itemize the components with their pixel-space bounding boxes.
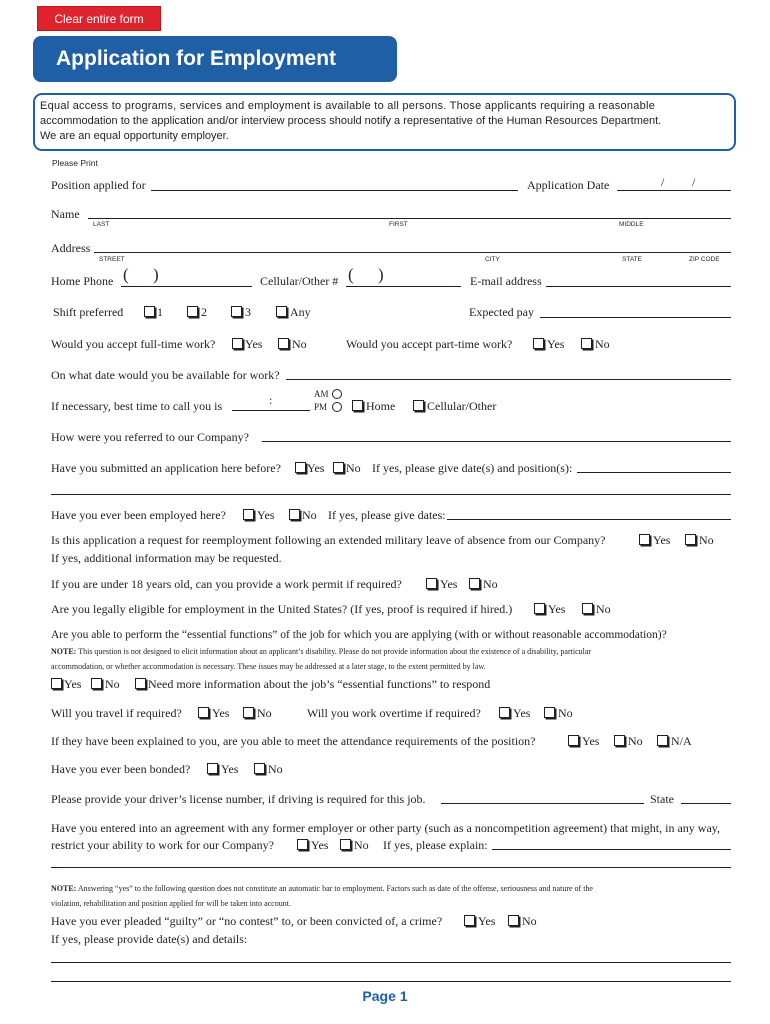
available-field[interactable] <box>286 379 731 380</box>
home-label: Home <box>366 399 396 413</box>
page-title: Application for Employment <box>56 47 337 70</box>
name-label: Name <box>51 207 80 221</box>
address-zip-caption: ZIP CODE <box>689 256 720 263</box>
address-field[interactable] <box>94 252 731 253</box>
bonded-no-checkbox[interactable] <box>254 763 265 774</box>
shift-1-checkbox[interactable] <box>144 306 155 317</box>
agreement-yes-label: Yes <box>311 838 329 852</box>
crime-field-1[interactable] <box>51 962 731 963</box>
best-time-question: If necessary, best time to call you is <box>51 399 223 413</box>
name-middle-caption: MIDDLE <box>619 221 644 228</box>
essential-more-checkbox[interactable] <box>135 678 146 689</box>
essential-no-label: No <box>105 677 120 691</box>
best-time-field[interactable] <box>232 410 310 411</box>
submitted-field-2[interactable] <box>51 494 731 495</box>
cell-phone-paren-open: ( <box>348 265 354 284</box>
shift-1-label: 1 <box>157 305 163 319</box>
email-label: E-mail address <box>470 274 542 288</box>
equal-access-line-1: Equal access to programs, services and employment is available to all persons. Those applicants requiring a reasonable <box>40 100 656 112</box>
available-question: On what date would you be available for work? <box>51 368 280 382</box>
page-number: Page 1 <box>362 988 408 1004</box>
travel-no-checkbox[interactable] <box>243 707 254 718</box>
employed-no-checkbox[interactable] <box>289 509 300 520</box>
employed-question: Have you ever been employed here? <box>51 508 226 522</box>
cellular-other-label: Cellular/Other <box>427 399 497 413</box>
equal-access-notice <box>33 93 736 151</box>
cellular-label: Cellular/Other # <box>260 274 339 288</box>
employed-no-label: No <box>302 508 317 522</box>
essential-more-label: Need more information about the job’s “essential functions” to respond <box>148 677 491 691</box>
best-time-colon: : <box>269 393 273 407</box>
am-label: AM <box>314 389 329 399</box>
home-phone-paren-close: ) <box>153 265 159 284</box>
agreement-question-line-2: restrict your ability to work for our Company? <box>51 838 274 852</box>
eligible-no-checkbox[interactable] <box>582 603 593 614</box>
crime-note-label: NOTE: <box>51 884 77 893</box>
travel-yes-checkbox[interactable] <box>198 707 209 718</box>
date-slash-1: / <box>661 175 665 189</box>
fulltime-yes-checkbox[interactable] <box>232 338 243 349</box>
eligible-question: Are you legally eligible for employment in the United States? (If yes, proof is required if hired.) <box>51 602 513 616</box>
email-field[interactable] <box>546 286 731 287</box>
shift-3-checkbox[interactable] <box>231 306 242 317</box>
attendance-question: If they have been explained to you, are you able to meet the attendance requirements of the position? <box>51 734 536 748</box>
under18-question: If you are under 18 years old, can you provide a work permit if required? <box>51 577 402 591</box>
eligible-yes-label: Yes <box>548 602 566 616</box>
crime-question: Have you ever pleaded “guilty” or “no contest” to, or been convicted of, a crime? <box>51 914 443 928</box>
agreement-followup: If yes, please explain: <box>383 838 488 852</box>
address-city-caption: CITY <box>485 256 500 263</box>
bonded-yes-checkbox[interactable] <box>207 763 218 774</box>
license-state-label: State <box>650 792 674 806</box>
submitted-no-label: No <box>346 461 361 475</box>
essential-note-label: NOTE: <box>51 647 77 656</box>
overtime-yes-label: Yes <box>513 706 531 720</box>
address-label: Address <box>51 241 91 255</box>
parttime-no-checkbox[interactable] <box>581 338 592 349</box>
under18-yes-label: Yes <box>440 577 458 591</box>
essential-question: Are you able to perform the “essential functions” of the job for which you are applying (with or without reasonable accommodation)? <box>51 629 667 641</box>
essential-note-line-2: accommodation, or whether accommodation is necessary. These issues may be addressed at a later stage, to the extent permitted by law. <box>51 662 486 671</box>
shift-2-label: 2 <box>201 305 207 319</box>
submitted-followup: If yes, please give date(s) and position(s): <box>372 461 573 475</box>
clear-form-label: Clear entire form <box>54 12 144 26</box>
bonded-question: Have you ever been bonded? <box>51 762 191 776</box>
am-radio[interactable] <box>332 389 342 399</box>
overtime-no-label: No <box>558 706 573 720</box>
employed-field[interactable] <box>447 519 731 520</box>
military-no-checkbox[interactable] <box>685 534 696 545</box>
parttime-question: Would you accept part-time work? <box>346 337 513 351</box>
crime-yes-checkbox[interactable] <box>464 915 475 926</box>
equal-access-line-3: We are an equal opportunity employer. <box>40 130 229 142</box>
name-last-caption: LAST <box>93 221 110 228</box>
travel-yes-label: Yes <box>212 706 230 720</box>
fulltime-yes-label: Yes <box>245 337 263 351</box>
license-field[interactable] <box>441 803 644 804</box>
submitted-yes-checkbox[interactable] <box>295 462 306 473</box>
application-date-field[interactable] <box>617 190 731 191</box>
employed-yes-label: Yes <box>257 508 275 522</box>
attendance-yes-checkbox[interactable] <box>568 735 579 746</box>
attendance-na-label: N/A <box>671 734 692 748</box>
fulltime-question: Would you accept full-time work? <box>51 337 216 351</box>
submitted-no-checkbox[interactable] <box>333 462 344 473</box>
submitted-yes-label: Yes <box>307 461 325 475</box>
parttime-yes-label: Yes <box>547 337 565 351</box>
name-first-caption: FIRST <box>389 221 408 228</box>
shift-3-label: 3 <box>245 305 251 319</box>
parttime-no-label: No <box>595 337 610 351</box>
submitted-question: Have you submitted an application here before? <box>51 461 281 475</box>
travel-no-label: No <box>257 706 272 720</box>
crime-note-line-2: violation, rehabilitation and position applied for will be taken into account. <box>51 899 291 908</box>
date-slash-2: / <box>692 175 696 189</box>
position-label: Position applied for <box>51 178 146 192</box>
home-phone-label: Home Phone <box>51 274 114 288</box>
pm-label: PM <box>314 402 328 412</box>
fulltime-no-checkbox[interactable] <box>278 338 289 349</box>
bonded-no-label: No <box>268 762 283 776</box>
pm-radio[interactable] <box>332 402 342 412</box>
attendance-no-checkbox[interactable] <box>614 735 625 746</box>
address-state-caption: STATE <box>622 256 642 263</box>
essential-note-text-1: This question is not designed to elicit information about an applicant’s disability. Please do not provide information about the existence of a disability, particular <box>78 647 592 656</box>
parttime-yes-checkbox[interactable] <box>533 338 544 349</box>
military-followup: If yes, additional information may be requested. <box>51 551 282 565</box>
fulltime-no-label: No <box>292 337 307 351</box>
agreement-question-line-1: Have you entered into an agreement with any former employer or other party (such as a noncompetition agreement) that might, in any way, <box>51 821 720 835</box>
license-question: Please provide your driver’s license number, if driving is required for this job. <box>51 792 426 806</box>
military-question: Is this application a request for reemployment following an extended military leave of absence from our Company? <box>51 533 606 547</box>
attendance-no-label: No <box>628 734 643 748</box>
application-date-label: Application Date <box>527 178 610 192</box>
crime-field-2[interactable] <box>51 981 731 982</box>
please-print-label: Please Print <box>52 158 98 168</box>
military-yes-label: Yes <box>653 533 671 547</box>
agreement-field[interactable] <box>492 849 731 850</box>
name-field[interactable] <box>88 218 731 219</box>
cell-phone-paren-close: ) <box>378 265 384 284</box>
license-state-field[interactable] <box>681 803 731 804</box>
crime-note-line-1 <box>51 882 593 895</box>
home-checkbox[interactable] <box>352 400 363 411</box>
essential-yes-label: Yes <box>64 677 82 691</box>
attendance-na-checkbox[interactable] <box>657 735 668 746</box>
bonded-yes-label: Yes <box>221 762 239 776</box>
shift-any-checkbox[interactable] <box>276 306 287 317</box>
agreement-field-2[interactable] <box>51 867 731 868</box>
crime-no-label: No <box>522 914 537 928</box>
cellular-other-checkbox[interactable] <box>413 400 424 411</box>
under18-yes-checkbox[interactable] <box>426 578 437 589</box>
overtime-yes-checkbox[interactable] <box>499 707 510 718</box>
agreement-yes-checkbox[interactable] <box>297 839 308 850</box>
referred-field[interactable] <box>262 441 731 442</box>
eligible-yes-checkbox[interactable] <box>534 603 545 614</box>
submitted-field[interactable] <box>577 472 731 473</box>
employed-followup: If yes, please give dates: <box>328 508 446 522</box>
crime-note-text-1: Answering “yes” to the following question does not constitute an automatic bar to employment. Factors such as date of the offense, seriousness and nature of the <box>77 884 593 893</box>
essential-note-line-1 <box>51 645 591 658</box>
crime-yes-label: Yes <box>478 914 496 928</box>
crime-followup: If yes, please provide date(s) and details: <box>51 932 248 946</box>
shift-label: Shift preferred <box>53 305 124 319</box>
employed-yes-checkbox[interactable] <box>243 509 254 520</box>
military-no-label: No <box>699 533 714 547</box>
referred-question: How were you referred to our Company? <box>51 430 249 444</box>
expected-pay-label: Expected pay <box>469 305 534 319</box>
position-field[interactable] <box>151 190 518 191</box>
equal-access-line-2: accommodation to the application and/or interview process should notify a representative of the Human Resources Department. <box>40 115 662 127</box>
clear-form-button[interactable] <box>37 6 161 31</box>
expected-pay-field[interactable] <box>540 317 731 318</box>
overtime-no-checkbox[interactable] <box>544 707 555 718</box>
under18-no-checkbox[interactable] <box>469 578 480 589</box>
shift-2-checkbox[interactable] <box>187 306 198 317</box>
travel-question: Will you travel if required? <box>51 706 182 720</box>
essential-no-checkbox[interactable] <box>91 678 102 689</box>
shift-any-label: Any <box>290 305 311 319</box>
military-yes-checkbox[interactable] <box>639 534 650 545</box>
essential-yes-checkbox[interactable] <box>51 678 62 689</box>
attendance-yes-label: Yes <box>582 734 600 748</box>
address-street-caption: STREET <box>99 256 125 263</box>
home-phone-paren-open: ( <box>123 265 129 284</box>
eligible-no-label: No <box>596 602 611 616</box>
under18-no-label: No <box>483 577 498 591</box>
agreement-no-label: No <box>354 838 369 852</box>
page-title-banner <box>33 36 397 82</box>
crime-no-checkbox[interactable] <box>508 915 519 926</box>
agreement-no-checkbox[interactable] <box>340 839 351 850</box>
overtime-question: Will you work overtime if required? <box>307 706 481 720</box>
cell-phone-field[interactable] <box>346 286 461 287</box>
home-phone-field[interactable] <box>121 286 252 287</box>
